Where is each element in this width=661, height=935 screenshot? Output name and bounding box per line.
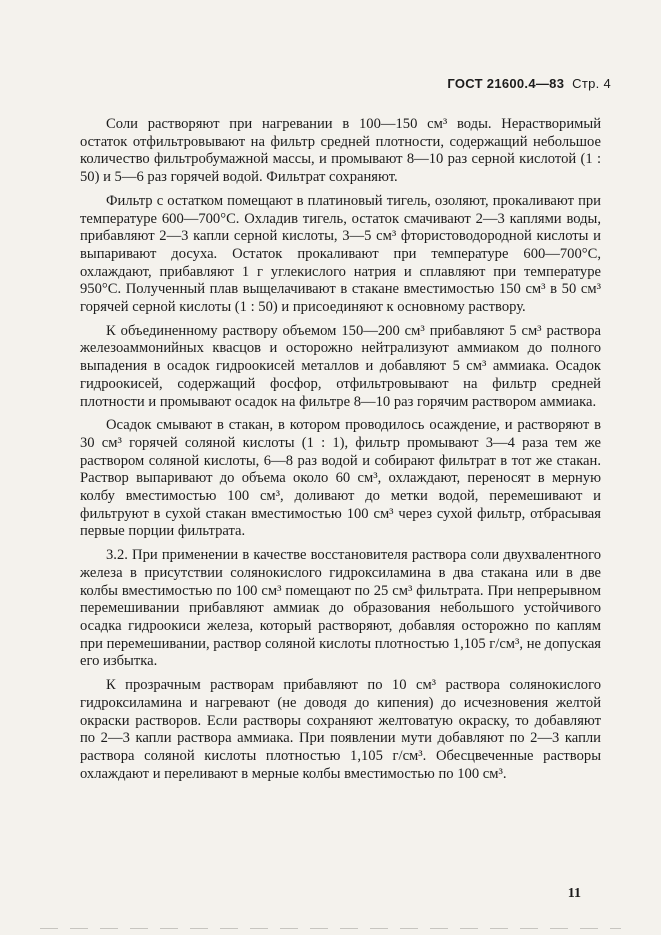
standard-number: ГОСТ 21600.4—83 [447, 76, 565, 91]
body-text [80, 116, 601, 789]
page-label: Стр. 4 [572, 76, 611, 91]
paragraph-neutralization: К объединенному раствору объемом 150—200 см³ прибавляют 5 см³ раствора железоаммонийных квасцов и осторожно нейтрализуют аммиаком до полного выпадения в осадок гидроокисей металлов и добавляют 5 см³ аммиака. Осадок гидроокисей, содержащий фосфор, отфильтровывают на фильтр средней плотности и промывают осадок на фильтре 8—10 раз горячим раствором аммиака. [80, 322, 601, 410]
paragraph-section-3-2: 3.2. При применении в качестве восстановителя раствора соли двухвалентного железа в присутствии солянокислого гидроксиламина в два стакана или в две колбы вместимостью по 100 см³ помещают по 25 см³ фильтрата. При непрерывном перемешивании прибавляют аммиак до образования небольшого устойчивого осадка гидроокиси железа, который растворяют, добавляя осторожно по каплям при перемешивании, раствор соляной кислоты плотностью 1,105 г/см³, не допуская его избытка. [80, 547, 602, 670]
paragraph-reduction: К прозрачным растворам прибавляют по 10 см³ раствора солянокислого гидроксиламина и нагревают (не доводя до кипения) до исчезновения желтой окраски растворов. Если растворы сохраняют желтоватую окраску, то добавляют по 2—3 капли раствора аммиака. При появлении мути добавляют по 2—3 капли раствора соляной кислоты плотностью 1,105 г/см³. Обесцвеченные растворы охлаждают и переливают в мерные колбы вместимостью по 100 см³. [80, 677, 601, 782]
paragraph-ignition: Фильтр с остатком помещают в платиновый тигель, озоляют, прокаливают при температуре 600—700°С. Охладив тигель, остаток смачивают 2—3 каплями воды, прибавляют 2—3 капли серной кислоты, 3—5 см³ фтористоводородной кислоты и выпаривают досуха. Остаток прокаливают при температуре 600—700°С, охлаждают, прибавляют 1 г углекислого натрия и сплавляют при температуре 950°С. Полученный плав выщелачивают в стакане вместимостью 150 см³ в 50 см³ горячей серной кислоты (1 : 50) и присоединяют к основному раствору. [80, 192, 601, 316]
paragraph-filtration: Осадок смывают в стакан, в котором проводилось осаждение, и растворяют в 30 см³ горячей соляной кислоты (1 : 1), фильтр промывают 3—4 раза тем же раствором соляной кислоты, 6—8 раз водой и собирают фильтрат в тот же стакан. Раствор выпаривают до объема около 60 см³, охлаждают, переносят в мерную колбу вместимостью 100 см³, доливают до метки водой, перемешивают и фильтруют в сухой стакан вместимостью 100 см³ через сухой фильтр, отбрасывая первые порции фильтрата. [80, 417, 601, 540]
bottom-edge-rule [40, 928, 621, 929]
paragraph-dissolution: Соли растворяют при нагревании в 100—150 см³ воды. Нерастворимый остаток отфильтровывают на фильтр средней плотности, содержащий небольшое количество фильтробумажной массы, и промывают 8—10 раз серной кислотой (1 : 50) и 5—6 раз горячей водой. Фильтрат сохраняют. [80, 116, 601, 186]
page-header [447, 76, 611, 91]
page-number: 11 [567, 886, 581, 901]
